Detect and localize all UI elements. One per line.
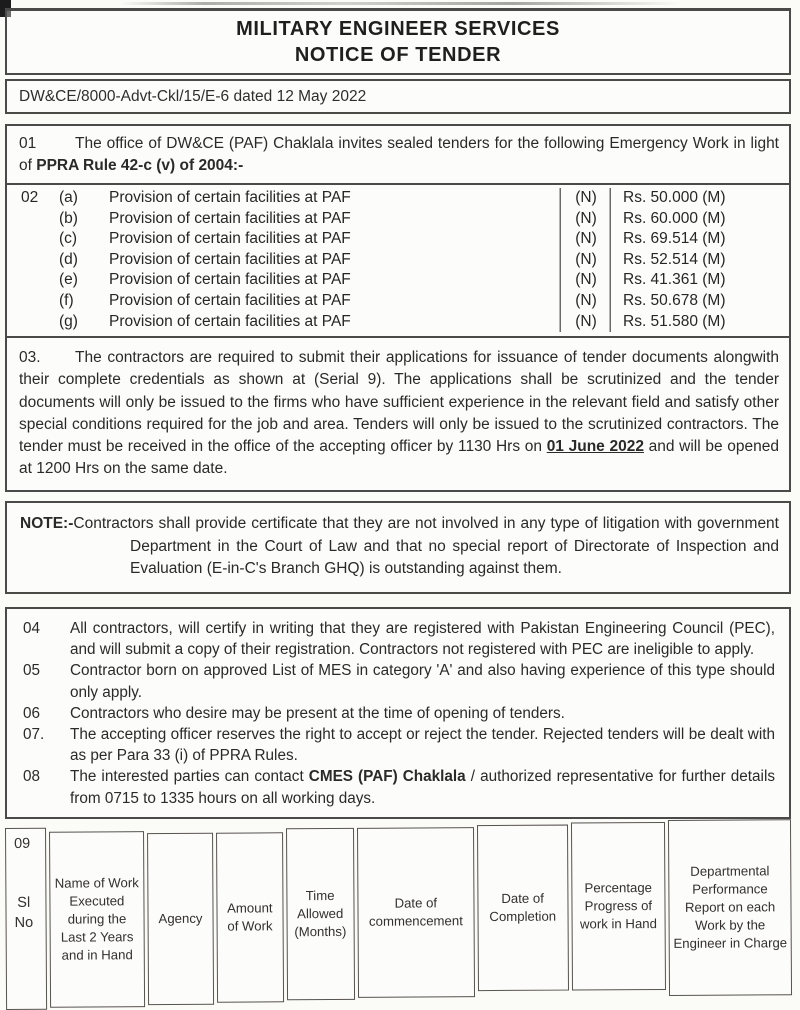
tender-deadline-date: 01 June 2022: [546, 437, 644, 455]
clause-text: [70, 660, 781, 702]
paragraph-01-number: 01: [19, 135, 37, 152]
schedule-col-date-of-completion: Date of Completion: [477, 824, 569, 991]
note-label: NOTE:-: [20, 515, 74, 533]
paragraph-03-number: 03.: [19, 349, 41, 367]
note-text: Contractors shall provide certificate that they are not involved in any type of litigation with government Department in the Court of Law and that no special report of Directorate of Inspection and Evaluation (E-in-C's Branch GHQ) is outstanding against them.: [73, 515, 779, 577]
work-description: Provision of certain facilities at PAF: [109, 291, 351, 309]
works-number-spacer: [7, 312, 51, 333]
clause-07: [7, 724, 781, 766]
clause-text-bold: CMES (PAF) Chaklala: [308, 768, 466, 786]
work-letter: (f): [59, 291, 74, 309]
schedule-col-date-of-commencement: Date of commencement: [357, 827, 475, 998]
schedule-serial-header-cell: [5, 828, 47, 1010]
work-amount: Rs. 69.514 (M): [611, 229, 789, 250]
work-amount: Rs. 50.678 (M): [611, 291, 789, 312]
clause-text-before: The accepting officer reserves the right to accept or reject the tender. Rejected tenders will be dealt with as per Para 33 (i) of PPRA Rules.: [70, 726, 775, 765]
schedule-col-agency: Agency: [147, 833, 214, 1005]
work-currency-flag: (N): [561, 250, 611, 271]
clause-05: [7, 660, 781, 702]
clause-04: [7, 618, 781, 660]
work-currency-flag: (N): [561, 312, 611, 333]
paragraph-03: [7, 336, 789, 490]
schedule-col-percentage-progress: Percentage Progress of work in Hand: [571, 822, 667, 991]
paragraph-01: [7, 126, 789, 183]
work-letter: (e): [59, 271, 78, 289]
clause-text-before: Contractor born on approved List of MES in category 'A' and also having experience of this type should only apply.: [70, 662, 775, 701]
work-letter: (c): [59, 230, 78, 248]
clause-06: [7, 703, 781, 724]
work-letter: (d): [59, 250, 78, 268]
work-description: Provision of certain facilities at PAF: [109, 312, 351, 330]
work-description: Provision of certain facilities at PAF: [109, 189, 351, 206]
schedule-table: [5, 823, 792, 1010]
work-currency-flag: (N): [561, 188, 611, 209]
title-box: [5, 8, 791, 75]
reference-number: DW&CE/8000-Advt-Ckl/15/E-6 dated 12 May 2022: [19, 87, 367, 105]
work-letter: (a): [59, 189, 78, 206]
work-description: Provision of certain facilities at PAF: [109, 209, 351, 227]
works-number: 02: [21, 189, 39, 206]
clause-text-before: All contractors, will certify in writing that they are registered with Pakistan Engineering Council (PEC), and will submit a copy of their registration. Contractors not registered with PEC are ineligible to apply.: [70, 619, 775, 659]
tender-notice-document: [5, 8, 791, 1010]
paragraph-03-text-after: and will be opened at 1200 Hrs on the same date.: [19, 437, 779, 478]
work-amount: Rs. 41.361 (M): [611, 270, 789, 291]
works-number-spacer: [7, 250, 51, 271]
works-number-spacer: [7, 209, 51, 230]
clause-text-before: Contractors who desire may be present at the time of opening of tenders.: [70, 704, 565, 722]
note-paragraph: [20, 513, 779, 580]
clause-text: [70, 618, 781, 660]
work-description: Provision of certain facilities at PAF: [109, 250, 351, 268]
reference-box: [5, 79, 791, 114]
main-body-box: [5, 124, 791, 492]
clause-number: 08: [23, 768, 41, 786]
clause-text: [70, 724, 781, 766]
works-number-spacer: [7, 270, 51, 291]
work-letter: (g): [59, 312, 78, 330]
schedule-sl-no-label: Sl No: [14, 894, 34, 931]
clause-number: 06: [23, 704, 41, 722]
clause-number: 05: [23, 662, 41, 680]
paragraph-03-text: The contractors are required to submit their applications for issuance of tender documents alongwith their complete credentials as shown at (Serial 9). The applications shall be scrutinized and the tender documents will only be issued to the firms who have sufficient experience in the relevant field and satisfy other special conditions required for the job and area. Tenders will only be issued to the scrutinized contractors. The tender must be received in the office of the accepting officer by 1130 Hrs on: [19, 349, 779, 455]
paragraph-01-bold-text: PPRA Rule 42-c (v) of 2004:-: [36, 157, 244, 174]
work-currency-flag: (N): [561, 270, 611, 291]
schedule-number: 09: [14, 835, 31, 852]
document-title-line1: MILITARY ENGINEER SERVICES: [236, 17, 560, 40]
clauses-box: [5, 607, 791, 819]
work-description: Provision of certain facilities at PAF: [109, 271, 351, 289]
work-amount: Rs. 52.514 (M): [611, 250, 789, 271]
document-title-line2: NOTICE OF TENDER: [294, 44, 502, 66]
clause-text: [70, 703, 781, 724]
work-currency-flag: (N): [561, 209, 611, 230]
works-number-spacer: [7, 291, 51, 312]
scan-top-streak: [120, 2, 680, 5]
works-number-spacer: [7, 229, 51, 250]
clause-text-after: / authorized representative for further details from 0715 to 1335 hours on all working days.: [70, 768, 775, 807]
note-box: [5, 501, 791, 594]
work-description: Provision of certain facilities at PAF: [109, 230, 351, 248]
schedule-col-name-of-work: Name of Work Executed during the Last 2 Years and in Hand: [49, 831, 145, 1008]
work-amount: Rs. 50.000 (M): [611, 188, 789, 209]
work-letter: (b): [59, 209, 78, 227]
works-table: [7, 183, 789, 336]
work-currency-flag: (N): [561, 229, 611, 250]
schedule-col-time-allowed: Time Allowed (Months): [286, 828, 355, 1000]
work-currency-flag: (N): [561, 291, 611, 312]
work-amount: Rs. 60.000 (M): [611, 209, 789, 230]
work-amount: Rs. 51.580 (M): [611, 312, 789, 333]
paragraph-01-text: The office of DW&CE (PAF) Chaklala invites sealed tenders for the following Emergency Work in light of: [19, 135, 779, 174]
clause-number: 04: [23, 619, 41, 637]
clause-number: 07.: [23, 726, 45, 743]
clause-text-before: The interested parties can contact: [70, 768, 309, 786]
clause-08: [7, 766, 781, 808]
clause-text: [70, 766, 781, 808]
schedule-col-amount-of-work: Amount of Work: [216, 832, 283, 1002]
schedule-col-departmental-report: Departmental Performance Report on each Work by the Engineer in Charge: [668, 819, 792, 996]
